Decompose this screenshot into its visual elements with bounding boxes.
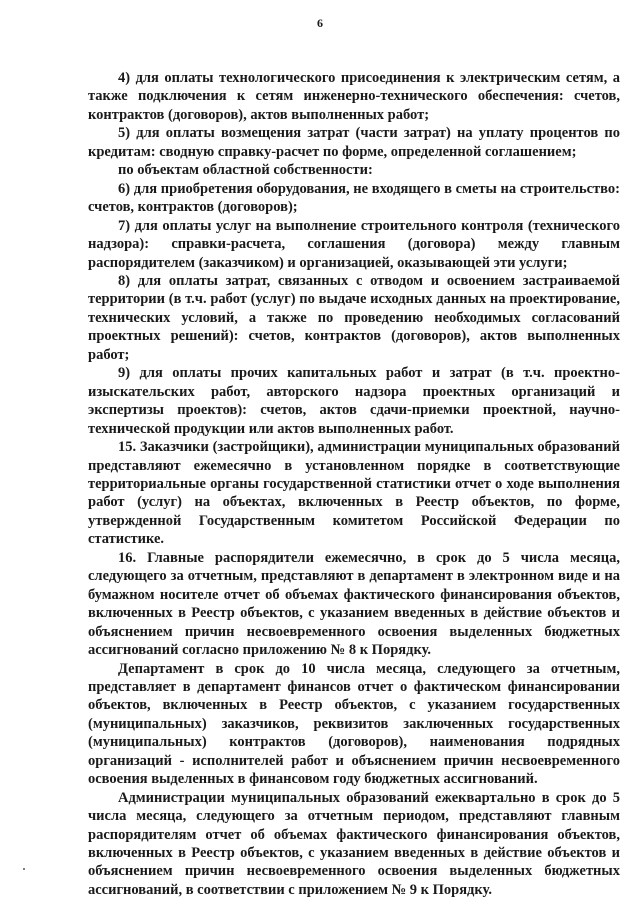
page-number: 6 [317,16,323,30]
scan-dot [23,868,25,870]
paragraph-municipal-administrations: Администрации муниципальных образований ежеквартально в срок до 5 числа месяца, следующего за отчетным периодом, представляют главным распорядителям отчет об объемах фактического финансирования объектов, включенных в Реестр объектов, с указанием введенных в действие объектов и объяснением причин несвоевременного освоения выделенных бюджетных ассигнований, в соответствии с приложением № 9 к Порядку. [88,789,620,898]
paragraph-clause-16: 16. Главные распорядители ежемесячно, в срок до 5 числа месяца, следующего за отчетным, представляют в департамент в электронном виде и на бумажном носителе отчет об объемах фактического финансирования объектов, включенных в Реестр объектов, с указанием введенных в действие объектов и объяснением причин несвоевременного освоения выделенных бюджетных ассигнований согласно приложению № 8 к Порядку. [88,549,620,659]
paragraph-department: Департамент в срок до 10 числа месяца, следующего за отчетным, представляет в департамент финансов отчет о фактическом финансировании объектов, включенных в Реестр объектов, с указанием государственных (муниципальных) заказчиков, реквизитов заключенных государственных (муниципальных) контрактов (договоров), наименования подрядных организаций - исполнителей работ и объяснением причин несвоевременного освоения выделенных в финансовом году бюджетных ассигнований. [88,660,620,788]
paragraph-clause-15: 15. Заказчики (застройщики), администрации муниципальных образований представляют ежемесячно в установленном порядке в соответствующие территориальные органы государственной статистики отчет о ходе выполнения работ (услуг) на объектах, включенных в Реестр объектов, по форме, утвержденной Государственным комитетом Российской Федерации по статистике. [88,439,620,548]
paragraph-item-6: 6) для приобретения оборудования, не входящего в сметы на строительство: счетов, контрактов (договоров); [88,180,620,216]
paragraph-item-9: 9) для оплаты прочих капитальных работ и затрат (в т.ч. проектно-изыскательских работ, авторского надзора проектных организаций и экспертизы проектов): счетов, актов сдачи-приемки проектной, научно-технической продукции или актов выполненных работ. [88,365,620,437]
paragraph-regional-property: по объектам областной собственности: [118,162,373,179]
paragraph-item-7: 7) для оплаты услуг на выполнение строительного контроля (технического надзора): справки-расчета, соглашения (договора) между главным распорядителем (заказчиком) и организацией, оказывающей эти услуги; [88,217,620,271]
paragraph-item-5: 5) для оплаты возмещения затрат (части затрат) на уплату процентов по кредитам: сводную справку-расчет по форме, определенной соглашением; [88,125,620,160]
paragraph-item-8: 8) для оплаты затрат, связанных с отводом и освоением застраиваемой территории (в т.ч. работ (услуг) по выдаче исходных данных на проектирование, технических условий, а также по проведению необходимых согласований проектных решений): счетов, контрактов (договоров), актов выполненных работ; [88,272,620,363]
paragraph-item-4: 4) для оплаты технологического присоединения к электрическим сетям, а также подключения к сетям инженерно-технического обеспечения: счетов, контрактов (договоров), актов выполненных работ; [88,70,620,123]
document-body [88,69,620,899]
